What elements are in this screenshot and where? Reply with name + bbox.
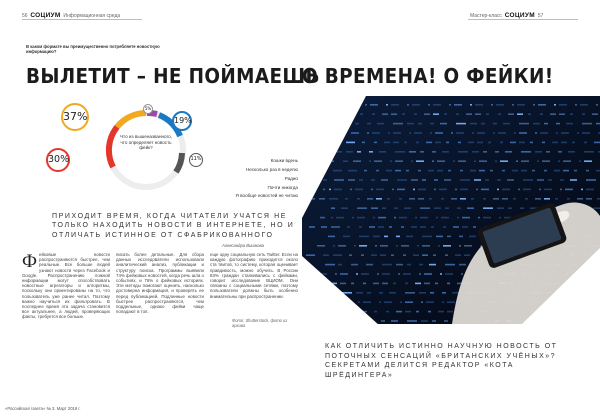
left-subsection-label: Информационная среда — [63, 13, 121, 19]
legend-item: Почти никогда — [267, 185, 306, 192]
right-section-label: СОЦИУМ — [504, 12, 535, 19]
column-text: ейковые новости распространяются быстрее, чем реальные. Все больше людей узнают новости через Facebook и Google. Распространению ложной информации могут способствовать новостные агрегаторы и алгоритмы, поскольку они ориентированы на то, что пользователь уже ранее читал. Поэтому важно научиться их фильтровать. В последнее время эта задача становится все актуальнее, а людей, проверяющих факты, требуется все больше. — [22, 252, 110, 320]
legend-item: Кошки вдень — [271, 158, 306, 165]
right-page-number: 57 — [537, 13, 544, 19]
article-body — [22, 252, 298, 320]
bubble-19-percent: 19% — [172, 111, 192, 131]
legend-item: Несколько раз в неделю — [246, 167, 306, 174]
legend-item: Я вообще новостей не читаю — [236, 193, 306, 200]
bubble-11-percent: 11% — [189, 153, 203, 167]
right-subsection-label: Мастер-класс — [470, 13, 502, 19]
survey-infographic — [26, 96, 306, 200]
legend-item: Радио — [285, 176, 306, 183]
photo-caption: Фото: Shutterstock, фото из архива — [232, 318, 288, 328]
article-column — [210, 252, 298, 320]
left-page-number: 56 — [22, 13, 28, 19]
drop-cap: Ф — [22, 251, 38, 272]
bubble-30-percent: 30% — [46, 148, 70, 172]
left-header-divider — [22, 19, 142, 20]
right-header-divider — [468, 19, 578, 20]
column-text: еще одну социальную сеть Twitter. Если на каждую фотографию приходится около ста твитов, то систему, которая оценивает правдивость, можно обучить. В России 83% граждан сталкивались с фейками, говорит исследование ВЦИОМ. Они связаны с социальными сетями, поэтому пользователи должны быть особенно внимательны при распространении. — [210, 252, 298, 299]
column-text: писать более детальные. Для сбора данных исследователи использовали аналитический анализ, публикации и структуру поиска. Программы выявили 74% фейковых новостей, когда речь шла о событиях, и 76% о фейковых историях. Эти методы помогают оценить, насколько достоверна информация, и проверять ее перед публикацией. Подлинные новости быстрее распространяются, чем поддельные, однако фейки чаще попадают в топ. — [116, 252, 204, 315]
page-footer: «Российская газета» № 3. Март 2019 г. — [5, 406, 81, 411]
right-page-header — [470, 12, 543, 19]
ring-segment-red — [109, 127, 117, 167]
left-page-title: ВЫЛЕТИТ – НЕ ПОЙМАЕШЬ — [26, 64, 320, 88]
bubble-37-percent: 37% — [61, 103, 89, 131]
article-column — [116, 252, 204, 320]
right-page-subheading: КАК ОТЛИЧИТЬ ИСТИННО НАУЧНУЮ НОВОСТЬ ОТ ПОТОЧНЫХ СЕНСАЦИЙ «БРИТАНСКИХ УЧЁНЫХ»? СЕКРЕТАМИ ДЕЛИТСЯ РЕДАКТОР «КОТА ШРЁДИНГЕРА» — [325, 343, 558, 379]
right-page-title: О ВРЕМЕНА! О ФЕЙКИ! — [302, 64, 554, 88]
article-author: Александра Вишнова — [222, 243, 264, 248]
chart-center-label: Что из вышеназванного, что определяет новость фейк? — [119, 134, 172, 151]
bubble-5-percent: 5% — [143, 104, 153, 114]
photo-frame-cutout — [302, 96, 600, 326]
survey-question: В каком формате вы преимущественно потребляете новостную информацию? — [26, 44, 160, 54]
article-column — [22, 252, 110, 320]
left-section-label: СОЦИУМ — [30, 12, 61, 19]
ring-segment-orange — [117, 113, 146, 127]
left-page-lead: ПРИХОДИТ ВРЕМЯ, КОГДА ЧИТАТЕЛИ УЧАТСЯ НЕ ТОЛЬКО НАХОДИТЬ НОВОСТИ В ИНТЕРНЕТЕ, НО И ОТЛИЧАТЬ ИСТИННОЕ ОТ СФАБРИКОВАННОГО — [52, 213, 295, 239]
left-page-header — [22, 12, 120, 19]
